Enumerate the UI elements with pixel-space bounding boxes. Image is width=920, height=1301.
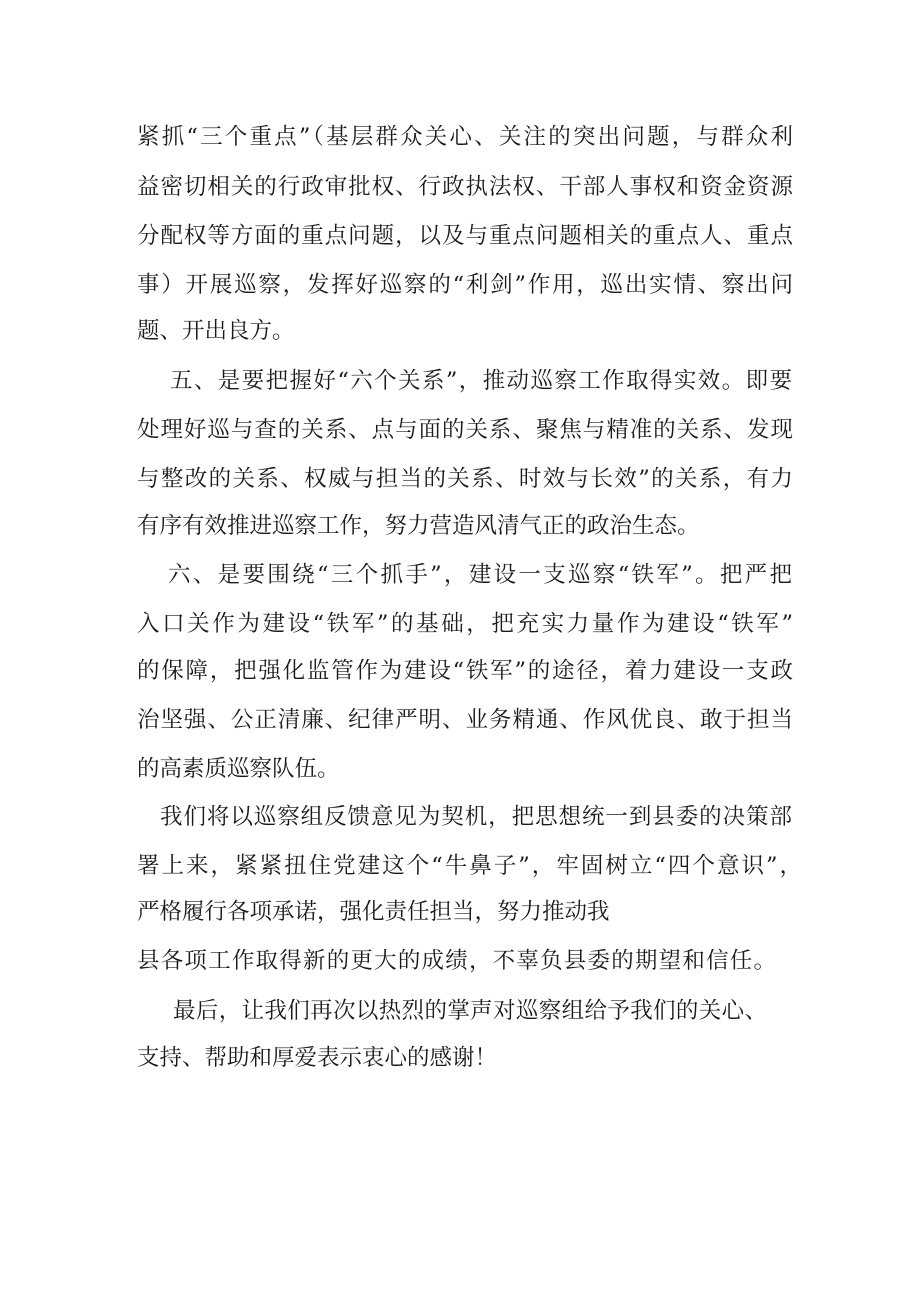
text-line-19: 最后，让我们再次以热烈的掌声对巡察组给予我们的关心、 [173, 998, 767, 1024]
text-line-1: 紧抓“三个重点”（基层群众关心、关注的突出问题，与群众利 [137, 124, 793, 150]
text-line-4: 事）开展巡察，发挥好巡察的“利剑”作用，巡出实情、察出问 [137, 272, 793, 298]
text-line-20: 支持、帮助和厚爱表示衷心的感谢！ [137, 1045, 498, 1071]
text-line-7: 处理好巡与查的关系、点与面的关系、聚焦与精准的关系、发现 [137, 417, 793, 443]
text-line-13: 治坚强、公正清廉、纪律严明、业务精通、作风优良、敢于担当 [137, 707, 793, 733]
text-line-16: 署上来，紧紧扭住党建这个“牛鼻子”，牢固树立“四个意识”， [137, 853, 802, 879]
text-line-6: 五、是要把握好“六个关系”，推动巡察工作取得实效。即要 [170, 368, 792, 394]
text-line-8: 与整改的关系、权威与担当的关系、时效与长效”的关系，有力 [137, 466, 793, 492]
text-line-14: 的高素质巡察队伍。 [137, 756, 340, 782]
text-line-2: 益密切相关的行政审批权、行政执法权、干部人事权和资金资源 [137, 174, 793, 200]
text-line-11: 入口关作为建设“铁军”的基础，把充实力量作为建设“铁军” [137, 611, 793, 637]
text-line-12: 的保障，把强化监管作为建设“铁军”的途径，着力建设一支政 [137, 658, 793, 684]
text-line-10: 六、是要围绕“三个抓手”，建设一支巡察“铁军”。把严把 [168, 562, 792, 588]
text-line-17: 严格履行各项承诺，强化责任担当，努力推动我 [137, 899, 610, 925]
text-line-15: 我们将以巡察组反馈意见为契机，把思想统一到县委的决策部 [160, 804, 792, 830]
text-line-5: 题、开出良方。 [137, 318, 295, 344]
text-line-3: 分配权等方面的重点问题，以及与重点问题相关的重点人、重点 [137, 223, 793, 249]
text-line-18: 县各项工作取得新的更大的成绩，不辜负县委的期望和信任。 [137, 948, 776, 974]
text-line-9: 有序有效推进巡察工作，努力营造风清气正的政治生态。 [137, 513, 700, 539]
